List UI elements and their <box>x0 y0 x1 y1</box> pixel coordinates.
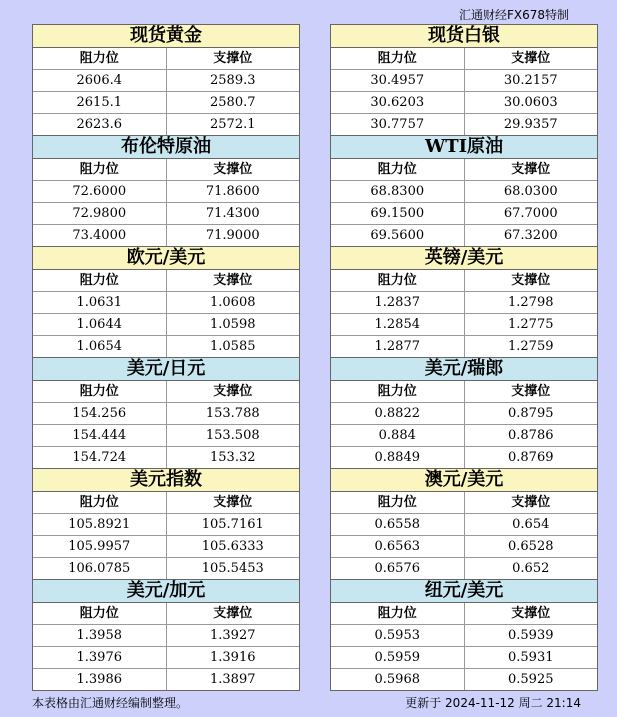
support-value: 153.788 <box>205 406 260 421</box>
resistance-header: 阻力位 <box>331 48 465 69</box>
resistance-value: 154.724 <box>33 447 167 468</box>
support-value: 0.654 <box>512 517 550 532</box>
support-value: 1.2775 <box>508 317 554 332</box>
table-row <box>33 403 299 425</box>
table-row <box>33 203 299 225</box>
support-value: 0.5939 <box>508 628 554 643</box>
resistance-value: 1.0631 <box>33 292 167 313</box>
instrument-title: 布伦特原油 <box>33 136 299 159</box>
resistance-value: 0.5953 <box>331 625 465 646</box>
support-header: 支撑位 <box>213 495 253 510</box>
resistance-value: 106.0785 <box>33 558 167 579</box>
instrument-title: 现货黄金 <box>33 25 299 48</box>
table-row <box>331 669 597 690</box>
support-value: 0.8769 <box>508 450 554 465</box>
table-row <box>33 447 299 468</box>
resistance-value: 1.3986 <box>33 669 167 690</box>
table-row <box>331 336 597 357</box>
resistance-value: 2606.4 <box>33 70 167 91</box>
resistance-value: 73.4000 <box>33 225 167 246</box>
support-header: 支撑位 <box>213 162 253 177</box>
resistance-value: 72.6000 <box>33 181 167 202</box>
instrument-table <box>32 24 300 136</box>
footer-updated: 更新于 2024-11-12 周二 21:14 <box>405 696 581 710</box>
support-header: 支撑位 <box>213 51 253 66</box>
support-value: 1.3916 <box>210 650 256 665</box>
support-header: 支撑位 <box>511 606 551 621</box>
resistance-value: 69.1500 <box>331 203 465 224</box>
table-row <box>331 647 597 669</box>
support-value: 1.0585 <box>210 339 256 354</box>
column-header-row <box>33 159 299 181</box>
instrument-table <box>330 579 598 691</box>
table-row <box>33 625 299 647</box>
table-row <box>33 181 299 203</box>
table-row <box>33 225 299 246</box>
table-row <box>33 314 299 336</box>
table-row <box>331 225 597 246</box>
resistance-value: 30.7757 <box>331 114 465 135</box>
resistance-header: 阻力位 <box>33 603 167 624</box>
table-row <box>33 647 299 669</box>
support-value: 29.9357 <box>503 117 558 132</box>
column-header-row <box>331 492 597 514</box>
table-row <box>331 114 597 135</box>
instrument-title: 美元指数 <box>33 469 299 492</box>
resistance-value: 1.2877 <box>331 336 465 357</box>
resistance-header: 阻力位 <box>331 492 465 513</box>
left-column <box>32 24 300 691</box>
resistance-value: 0.5959 <box>331 647 465 668</box>
resistance-value: 154.444 <box>33 425 167 446</box>
table-row <box>33 669 299 690</box>
table-row <box>331 625 597 647</box>
resistance-value: 2623.6 <box>33 114 167 135</box>
table-row <box>33 336 299 357</box>
support-value: 0.5931 <box>508 650 554 665</box>
support-value: 0.5925 <box>508 672 554 687</box>
instrument-title: 英镑/美元 <box>331 247 597 270</box>
support-value: 0.652 <box>512 561 550 576</box>
table-row <box>33 70 299 92</box>
resistance-value: 1.2837 <box>331 292 465 313</box>
table-row <box>331 558 597 579</box>
column-header-row <box>33 270 299 292</box>
table-row <box>33 425 299 447</box>
resistance-value: 68.8300 <box>331 181 465 202</box>
resistance-value: 30.6203 <box>331 92 465 113</box>
support-value: 68.0300 <box>503 184 558 199</box>
resistance-header: 阻力位 <box>33 48 167 69</box>
resistance-value: 69.5600 <box>331 225 465 246</box>
resistance-value: 1.3976 <box>33 647 167 668</box>
instrument-table <box>330 468 598 580</box>
resistance-value: 0.8822 <box>331 403 465 424</box>
support-value: 1.0598 <box>210 317 256 332</box>
support-value: 2589.3 <box>210 73 256 88</box>
support-value: 105.7161 <box>201 517 264 532</box>
resistance-header: 阻力位 <box>331 270 465 291</box>
support-value: 0.8795 <box>508 406 554 421</box>
support-value: 0.6528 <box>508 539 554 554</box>
column-header-row <box>331 159 597 181</box>
support-value: 1.2798 <box>508 295 554 310</box>
instrument-title: 美元/加元 <box>33 580 299 603</box>
instrument-title: 欧元/美元 <box>33 247 299 270</box>
resistance-value: 1.3958 <box>33 625 167 646</box>
resistance-value: 105.9957 <box>33 536 167 557</box>
support-header: 支撑位 <box>511 51 551 66</box>
support-value: 67.7000 <box>503 206 558 221</box>
table-row <box>331 514 597 536</box>
column-header-row <box>33 492 299 514</box>
support-header: 支撑位 <box>511 162 551 177</box>
instrument-table <box>32 468 300 580</box>
support-header: 支撑位 <box>511 273 551 288</box>
support-value: 1.0608 <box>210 295 256 310</box>
table-row <box>331 447 597 468</box>
resistance-value: 1.0654 <box>33 336 167 357</box>
table-row <box>331 536 597 558</box>
resistance-value: 0.5968 <box>331 669 465 690</box>
support-value: 153.32 <box>210 450 256 465</box>
resistance-header: 阻力位 <box>33 159 167 180</box>
resistance-value: 105.8921 <box>33 514 167 535</box>
support-value: 71.4300 <box>205 206 260 221</box>
table-row <box>33 92 299 114</box>
resistance-header: 阻力位 <box>33 492 167 513</box>
column-header-row <box>33 603 299 625</box>
column-header-row <box>331 381 597 403</box>
support-value: 1.3897 <box>210 672 256 687</box>
support-value: 2572.1 <box>210 117 256 132</box>
support-header: 支撑位 <box>213 384 253 399</box>
table-row <box>331 203 597 225</box>
column-header-row <box>331 603 597 625</box>
table-row <box>331 314 597 336</box>
resistance-value: 0.884 <box>331 425 465 446</box>
instrument-title: 美元/日元 <box>33 358 299 381</box>
resistance-value: 0.8849 <box>331 447 465 468</box>
support-value: 30.0603 <box>503 95 558 110</box>
instrument-title: WTI原油 <box>331 136 597 159</box>
resistance-value: 1.2854 <box>331 314 465 335</box>
table-row <box>33 114 299 135</box>
support-value: 1.2759 <box>508 339 554 354</box>
instrument-table <box>330 357 598 469</box>
brand-label: 汇通财经FX678特制 <box>458 8 569 22</box>
support-value: 1.3927 <box>210 628 256 643</box>
support-value: 105.6333 <box>201 539 264 554</box>
resistance-value: 1.0644 <box>33 314 167 335</box>
instrument-table <box>32 579 300 691</box>
instrument-title: 现货白银 <box>331 25 597 48</box>
table-row <box>33 292 299 314</box>
instrument-table <box>32 246 300 358</box>
footer-note: 本表格由汇通财经编制整理。 <box>32 696 189 710</box>
table-row <box>331 403 597 425</box>
resistance-value: 72.9800 <box>33 203 167 224</box>
right-column <box>330 24 598 691</box>
instrument-title: 纽元/美元 <box>331 580 597 603</box>
resistance-value: 2615.1 <box>33 92 167 113</box>
table-row <box>331 70 597 92</box>
column-header-row <box>331 48 597 70</box>
support-value: 2580.7 <box>210 95 256 110</box>
instrument-title: 澳元/美元 <box>331 469 597 492</box>
table-row <box>331 292 597 314</box>
support-value: 67.3200 <box>503 228 558 243</box>
resistance-header: 阻力位 <box>33 381 167 402</box>
table-row <box>33 558 299 579</box>
support-header: 支撑位 <box>511 495 551 510</box>
support-header: 支撑位 <box>213 606 253 621</box>
resistance-value: 30.4957 <box>331 70 465 91</box>
table-row <box>331 425 597 447</box>
table-row <box>33 514 299 536</box>
instrument-title: 美元/瑞郎 <box>331 358 597 381</box>
resistance-value: 0.6563 <box>331 536 465 557</box>
instrument-table <box>32 357 300 469</box>
resistance-value: 0.6576 <box>331 558 465 579</box>
table-row <box>331 92 597 114</box>
table-row <box>33 536 299 558</box>
resistance-value: 0.6558 <box>331 514 465 535</box>
support-value: 71.8600 <box>205 184 260 199</box>
resistance-header: 阻力位 <box>33 270 167 291</box>
resistance-header: 阻力位 <box>331 159 465 180</box>
table-row <box>331 181 597 203</box>
support-value: 30.2157 <box>503 73 558 88</box>
column-header-row <box>33 48 299 70</box>
instrument-table <box>330 24 598 136</box>
resistance-header: 阻力位 <box>331 381 465 402</box>
column-header-row <box>331 270 597 292</box>
resistance-value: 154.256 <box>33 403 167 424</box>
column-header-row <box>33 381 299 403</box>
support-value: 0.8786 <box>508 428 554 443</box>
instrument-table <box>330 135 598 247</box>
support-value: 71.9000 <box>205 228 260 243</box>
support-value: 153.508 <box>205 428 260 443</box>
support-header: 支撑位 <box>213 273 253 288</box>
support-header: 支撑位 <box>511 384 551 399</box>
resistance-header: 阻力位 <box>331 603 465 624</box>
support-value: 105.5453 <box>201 561 264 576</box>
instrument-table <box>330 246 598 358</box>
instrument-table <box>32 135 300 247</box>
